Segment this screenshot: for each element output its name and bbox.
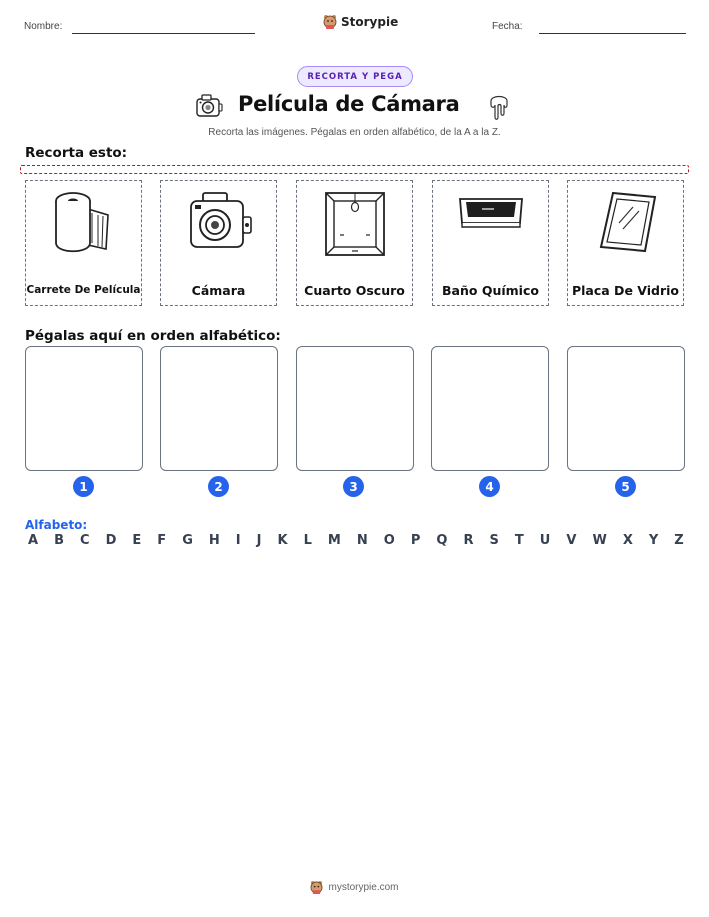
footer-url[interactable]: mystorypie.com xyxy=(328,882,399,893)
title-drip-icon xyxy=(487,91,511,121)
storypie-mascot-icon xyxy=(323,14,337,30)
alphabet-letter: A xyxy=(28,533,39,548)
alphabet-letter: P xyxy=(410,533,421,548)
slot-number-1: 1 xyxy=(73,476,94,497)
alphabet-letter: C xyxy=(80,533,90,548)
alphabet-letter: G xyxy=(182,533,193,548)
date-label: Fecha: xyxy=(492,21,523,32)
alphabet-letter: N xyxy=(356,533,368,548)
alphabet-row xyxy=(28,533,684,548)
cut-line xyxy=(20,165,689,174)
alphabet-letter: M xyxy=(327,533,341,548)
alphabet-letter: W xyxy=(592,533,607,548)
darkroom-icon xyxy=(322,189,388,259)
alphabet-letter: Q xyxy=(436,533,448,548)
alphabet-letter: J xyxy=(256,533,262,548)
alphabet-letter: E xyxy=(132,533,142,548)
alphabet-letter: B xyxy=(54,533,64,548)
footer xyxy=(0,880,709,895)
cut-card-label: Carrete De Película xyxy=(26,284,141,296)
slot-number-2: 2 xyxy=(208,476,229,497)
name-line[interactable] xyxy=(72,33,255,34)
cut-card-chemical-bath[interactable] xyxy=(432,180,549,306)
cut-card-darkroom[interactable] xyxy=(296,180,413,306)
alphabet-letter: I xyxy=(235,533,241,548)
paste-slot-4[interactable] xyxy=(431,346,549,471)
camera-icon xyxy=(183,189,255,259)
alphabet-letter: H xyxy=(208,533,220,548)
film-roll-icon xyxy=(46,189,122,255)
slot-number-5: 5 xyxy=(615,476,636,497)
paste-slot-1[interactable] xyxy=(25,346,143,471)
slot-number-4: 4 xyxy=(479,476,500,497)
cut-card-label: Cámara xyxy=(191,283,246,298)
alphabet-letter: X xyxy=(622,533,633,548)
glass-plate-icon xyxy=(593,189,659,255)
date-line[interactable] xyxy=(539,33,686,34)
brand-name: Storypie xyxy=(341,15,399,29)
page-title: Película de Cámara xyxy=(238,92,460,116)
paste-slot-5[interactable] xyxy=(567,346,685,471)
storypie-mascot-icon xyxy=(310,880,323,895)
cut-card-camera[interactable] xyxy=(160,180,277,306)
cut-card-label: Placa De Vidrio xyxy=(571,283,679,298)
alphabet-letter: O xyxy=(383,533,395,548)
paste-slot-2[interactable] xyxy=(160,346,278,471)
alphabet-letter: R xyxy=(463,533,474,548)
slot-number-3: 3 xyxy=(343,476,364,497)
alphabet-letter: Z xyxy=(674,533,684,548)
alphabet-heading: Alfabeto: xyxy=(25,518,88,532)
alphabet-letter: F xyxy=(157,533,167,548)
alphabet-letter: U xyxy=(539,533,551,548)
alphabet-letter: S xyxy=(489,533,499,548)
cut-card-label: Baño Químico xyxy=(442,283,539,298)
alphabet-letter: K xyxy=(277,533,288,548)
cut-card-label: Cuarto Oscuro xyxy=(304,283,405,298)
alphabet-letter: V xyxy=(566,533,577,548)
chemical-bath-icon xyxy=(454,189,528,239)
instructions: Recorta las imágenes. Pégalas en orden alfabético, de la A a la Z. xyxy=(208,127,501,138)
paste-slot-3[interactable] xyxy=(296,346,414,471)
title-camera-icon xyxy=(195,93,223,119)
brand-logo xyxy=(323,14,398,30)
cut-card-glass-plate[interactable] xyxy=(567,180,684,306)
alphabet-letter: D xyxy=(105,533,117,548)
activity-badge: RECORTA Y PEGA xyxy=(297,66,413,87)
name-label: Nombre: xyxy=(24,21,63,32)
alphabet-letter: Y xyxy=(648,533,659,548)
cut-heading: Recorta esto: xyxy=(25,145,128,161)
alphabet-letter: T xyxy=(514,533,524,548)
paste-heading: Pégalas aquí en orden alfabético: xyxy=(25,328,281,344)
cut-card-film-roll[interactable] xyxy=(25,180,142,306)
alphabet-letter: L xyxy=(303,533,312,548)
